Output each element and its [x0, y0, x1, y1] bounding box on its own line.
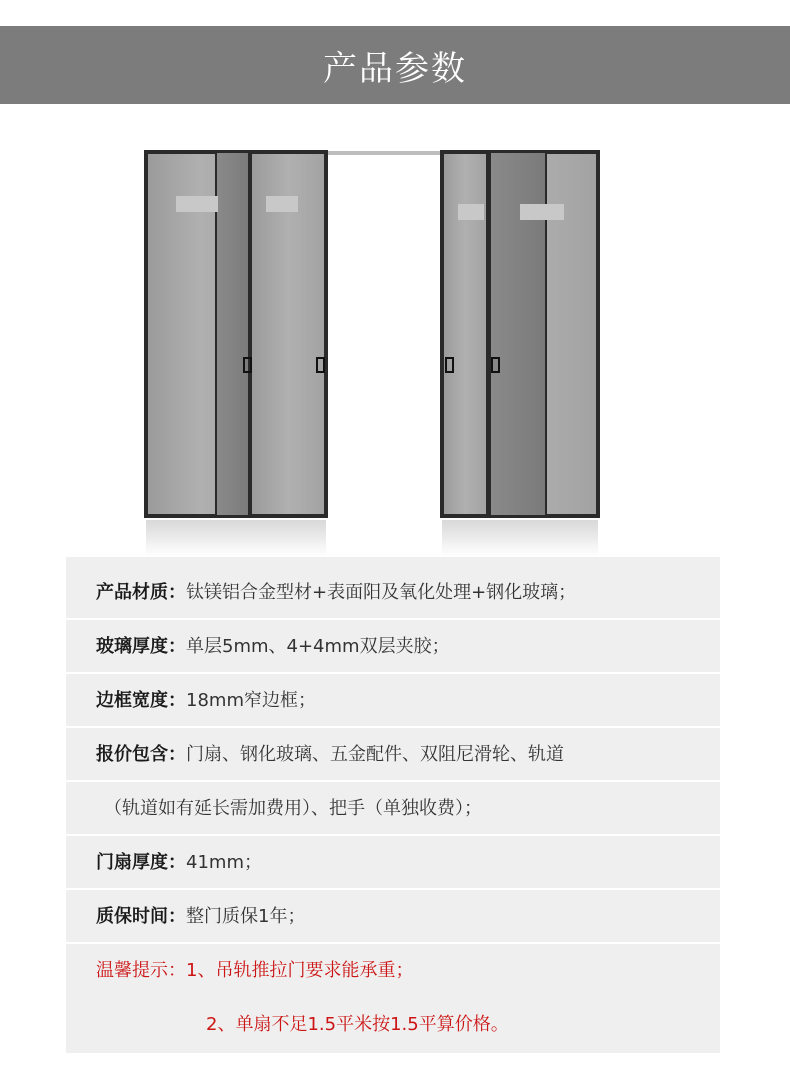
spec-label: 边框宽度： — [96, 690, 186, 711]
spec-row-glass — [66, 619, 720, 671]
spec-row-warranty — [66, 889, 720, 941]
spec-row-door-thickness — [66, 835, 720, 887]
spec-label: 产品材质： — [96, 582, 186, 603]
notice-line: 2、单扇不足1.5平米按1.5平算价格。 — [206, 1014, 509, 1035]
spec-value: 单层5mm、4+4mm双层夹胶； — [186, 636, 450, 657]
spec-value: 18mm窄边框； — [186, 690, 316, 711]
spec-row-price-cont — [66, 781, 720, 833]
spec-row-frame — [66, 673, 720, 725]
title-banner — [0, 26, 790, 104]
notice-label: 温馨提示： — [96, 960, 186, 981]
spec-value: （轨道如有延长需加费用）、把手（单独收费）； — [104, 798, 482, 819]
top-rail — [322, 151, 444, 155]
spec-value: 41mm； — [186, 852, 262, 873]
left-door-mid — [216, 152, 252, 516]
spec-row-material — [66, 565, 720, 617]
spec-value: 钛镁铝合金型材+表面阳及氧化处理+钢化玻璃； — [186, 582, 577, 603]
notice-row — [66, 943, 720, 995]
spec-label: 报价包含： — [96, 744, 186, 765]
page-title: 产品参数 — [323, 48, 467, 89]
spec-value: 整门质保1年； — [186, 906, 306, 927]
sliding-door-illustration — [130, 140, 610, 560]
spec-panel — [66, 557, 720, 1053]
spec-label: 门扇厚度： — [96, 852, 186, 873]
spec-value: 门扇、钢化玻璃、五金配件、双阻尼滑轮、轨道 — [186, 744, 564, 765]
spec-row-price — [66, 727, 720, 779]
notice-row — [66, 997, 720, 1049]
notice-line: 1、吊轨推拉门要求能承重； — [186, 960, 414, 981]
spec-label: 玻璃厚度： — [96, 636, 186, 657]
spec-label: 质保时间： — [96, 906, 186, 927]
